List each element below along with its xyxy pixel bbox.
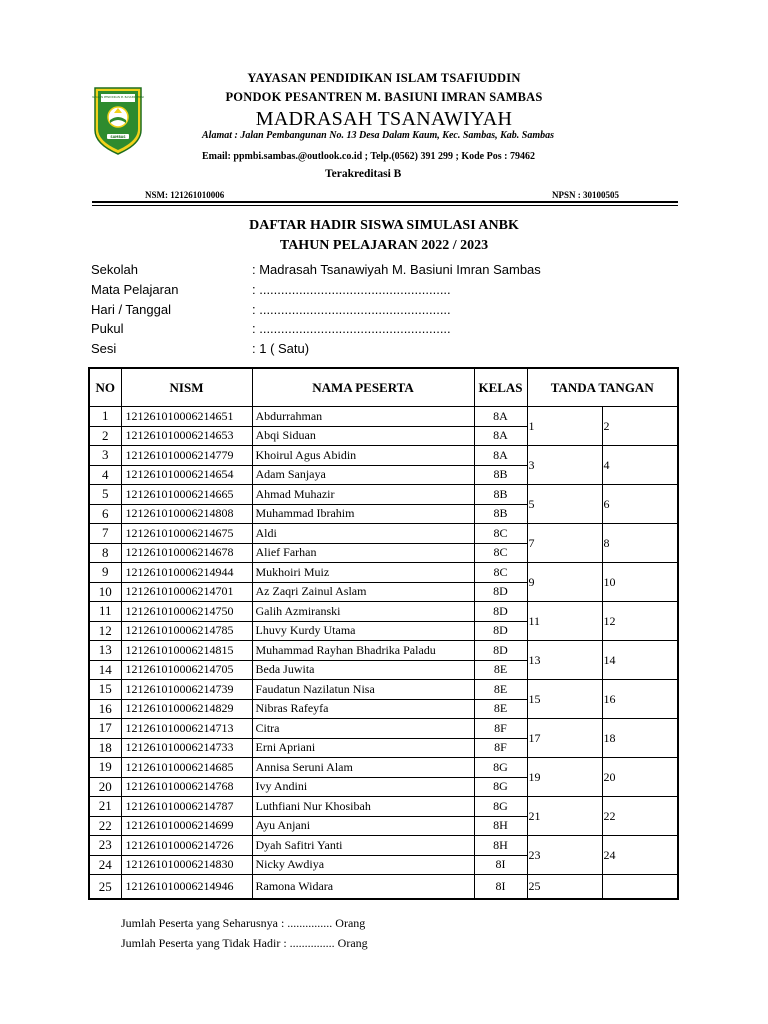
signature-cell[interactable]: 3 [527,446,602,485]
document-title: DAFTAR HADIR SISWA SIMULASI ANBK [249,218,519,233]
signature-cell[interactable]: 22 [602,797,678,836]
footer-expected-count: Jumlah Peserta yang Seharusnya : ............... Orang [121,916,366,930]
row-kelas: 8I [474,875,527,900]
signature-cell[interactable]: 6 [602,485,678,524]
row-no: 21 [89,797,121,817]
row-no: 16 [89,699,121,719]
signature-cell[interactable]: 14 [602,641,678,680]
row-kelas: 8C [474,543,527,563]
row-nama: Abqi Siduan [252,426,474,446]
table-row [89,407,678,427]
row-no: 4 [89,465,121,485]
row-kelas: 8D [474,641,527,661]
signature-cell[interactable]: 5 [527,485,602,524]
row-nism: 121261010006214829 [121,699,252,719]
row-nama: Alief Farhan [252,543,474,563]
row-nama: Galih Azmiranski [252,602,474,622]
row-nism: 121261010006214699 [121,816,252,836]
row-nama: Aldi [252,524,474,544]
nsm: NSM: 121261010006 [145,190,225,200]
footer-absent-count: Jumlah Peserta yang Tidak Hadir : ............... Orang [121,936,368,950]
row-kelas: 8F [474,719,527,739]
row-nism: 121261010006214651 [121,407,252,427]
col-header-no: NO [89,368,121,407]
row-no: 10 [89,582,121,602]
row-nama: Ivy Andini [252,777,474,797]
row-nama: Adam Sanjaya [252,465,474,485]
signature-cell[interactable]: 25 [527,875,602,900]
npsn: NPSN : 30100505 [552,190,619,200]
row-no: 12 [89,621,121,641]
school-name: MADRASAH TSANAWIYAH [255,108,513,130]
row-nism: 121261010006214830 [121,855,252,875]
row-nism: 121261010006214678 [121,543,252,563]
signature-cell[interactable]: 16 [602,680,678,719]
row-kelas: 8F [474,738,527,758]
signature-cell[interactable]: 9 [527,563,602,602]
row-no: 9 [89,563,121,583]
row-no: 1 [89,407,121,427]
row-kelas: 8D [474,602,527,622]
row-no: 20 [89,777,121,797]
row-nama: Ayu Anjani [252,816,474,836]
signature-cell[interactable]: 7 [527,524,602,563]
col-header-nama: NAMA PESERTA [252,368,474,407]
signature-cell[interactable]: 1 [527,407,602,446]
row-nama: Khoirul Agus Abidin [252,446,474,466]
row-nama: Abdurrahman [252,407,474,427]
col-header-kelas: KELAS [474,368,527,407]
row-kelas: 8G [474,758,527,778]
row-nama: Lhuvy Kurdy Utama [252,621,474,641]
row-no: 25 [89,875,121,900]
row-nism: 121261010006214808 [121,504,252,524]
signature-cell[interactable]: 13 [527,641,602,680]
row-kelas: 8E [474,699,527,719]
row-nism: 121261010006214779 [121,446,252,466]
row-kelas: 8C [474,524,527,544]
table-row [89,758,678,778]
row-nism: 121261010006214815 [121,641,252,661]
foundation-name: YAYASAN PENDIDIKAN ISLAM TSAFIUDDIN [247,71,521,85]
row-nism: 121261010006214705 [121,660,252,680]
table-body [89,407,678,900]
info-label: Sekolah [91,262,138,277]
signature-cell[interactable]: 4 [602,446,678,485]
signature-cell[interactable]: 15 [527,680,602,719]
document-subtitle: TAHUN PELAJARAN 2022 / 2023 [279,238,489,253]
row-nama: Beda Juwita [252,660,474,680]
row-nama: Ahmad Muhazir [252,485,474,505]
row-nama: Luthfiani Nur Khosibah [252,797,474,817]
signature-cell[interactable]: 17 [527,719,602,758]
info-label: Sesi [91,341,117,356]
col-header-tanda-tangan: TANDA TANGAN [527,368,678,407]
signature-cell[interactable]: 20 [602,758,678,797]
row-kelas: 8I [474,855,527,875]
table-row [89,875,678,900]
row-kelas: 8G [474,777,527,797]
row-no: 6 [89,504,121,524]
signature-cell[interactable]: 8 [602,524,678,563]
row-nama: Nibras Rafeyfa [252,699,474,719]
row-nism: 121261010006214685 [121,758,252,778]
table-header-row [89,368,678,407]
row-nama: Muhammad Ibrahim [252,504,474,524]
table-row [89,602,678,622]
signature-cell[interactable]: 19 [527,758,602,797]
row-kelas: 8D [474,621,527,641]
attendance-table [88,367,679,900]
header-rule-thin [92,205,678,206]
info-label: Hari / Tanggal [91,302,171,317]
row-kelas: 8B [474,465,527,485]
row-kelas: 8H [474,816,527,836]
row-nism: 121261010006214944 [121,563,252,583]
row-no: 3 [89,446,121,466]
row-kelas: 8D [474,582,527,602]
info-value: : ..................................................... [252,282,451,297]
row-kelas: 8A [474,407,527,427]
row-nama: Ramona Widara [252,875,474,900]
row-nism: 121261010006214713 [121,719,252,739]
row-no: 22 [89,816,121,836]
row-nism: 121261010006214654 [121,465,252,485]
signature-cell[interactable]: 12 [602,602,678,641]
row-nism: 121261010006214653 [121,426,252,446]
signature-cell[interactable]: 24 [602,836,678,875]
signature-cell[interactable]: 21 [527,797,602,836]
row-kelas: 8A [474,446,527,466]
info-value: : ..................................................... [252,302,451,317]
row-no: 19 [89,758,121,778]
row-no: 14 [89,660,121,680]
header-rule [92,201,678,203]
row-no: 8 [89,543,121,563]
row-nama: Muhammad Rayhan Bhadrika Paladu [252,641,474,661]
row-nama: Dyah Safitri Yanti [252,836,474,856]
pesantren-name: PONDOK PESANTREN M. BASIUNI IMRAN SAMBAS [225,90,543,104]
row-no: 2 [89,426,121,446]
row-no: 18 [89,738,121,758]
row-nama: Nicky Awdiya [252,855,474,875]
table-row [89,563,678,583]
signature-cell[interactable]: 23 [527,836,602,875]
row-kelas: 8G [474,797,527,817]
row-kelas: 8E [474,680,527,700]
logo-text-bottom: SAMBAS [110,135,126,139]
table-row [89,836,678,856]
row-nism: 121261010006214726 [121,836,252,856]
signature-cell[interactable]: 11 [527,602,602,641]
row-nama: Citra [252,719,474,739]
row-no: 7 [89,524,121,544]
row-no: 23 [89,836,121,856]
row-nama: Mukhoiri Muiz [252,563,474,583]
row-nism: 121261010006214785 [121,621,252,641]
row-no: 15 [89,680,121,700]
row-nism: 121261010006214768 [121,777,252,797]
table-row [89,641,678,661]
row-kelas: 8H [474,836,527,856]
row-no: 17 [89,719,121,739]
table-row [89,719,678,739]
signature-cell[interactable]: 10 [602,563,678,602]
accreditation: Terakreditasi B [325,168,402,180]
info-value: : 1 ( Satu) [252,341,310,356]
row-nama: Az Zaqri Zainul Aslam [252,582,474,602]
row-no: 11 [89,602,121,622]
contact: Email: ppmbi.sambas.@outlook.co.id ; Telp.(0562) 391 299 ; Kode Pos : 79462 [202,151,535,162]
info-label: Pukul [91,321,124,336]
logo-text-top: YAYASAN PENDIDIKAN M. BASIUNI IMRAN [92,96,144,99]
row-kelas: 8B [474,485,527,505]
row-nama: Faudatun Nazilatun Nisa [252,680,474,700]
row-nism: 121261010006214665 [121,485,252,505]
row-no: 24 [89,855,121,875]
table-row [89,680,678,700]
table-row [89,524,678,544]
row-kelas: 8E [474,660,527,680]
info-value: : Madrasah Tsanawiyah M. Basiuni Imran Sambas [252,262,541,277]
table-row [89,485,678,505]
row-nism: 121261010006214701 [121,582,252,602]
row-nism: 121261010006214675 [121,524,252,544]
row-no: 5 [89,485,121,505]
row-nism: 121261010006214946 [121,875,252,900]
row-nism: 121261010006214733 [121,738,252,758]
row-nism: 121261010006214739 [121,680,252,700]
row-nama: Erni Apriani [252,738,474,758]
address: Alamat : Jalan Pembangunan No. 13 Desa Dalam Kaum, Kec. Sambas, Kab. Sambas [202,130,554,141]
row-nism: 121261010006214750 [121,602,252,622]
row-nism: 121261010006214787 [121,797,252,817]
row-kelas: 8C [474,563,527,583]
table-row [89,446,678,466]
signature-cell[interactable]: 2 [602,407,678,446]
info-label: Mata Pelajaran [91,282,179,297]
signature-cell[interactable]: 18 [602,719,678,758]
row-nama: Annisa Seruni Alam [252,758,474,778]
info-value: : ..................................................... [252,321,451,336]
row-no: 13 [89,641,121,661]
table-row [89,797,678,817]
row-kelas: 8B [474,504,527,524]
signature-cell[interactable] [602,875,678,900]
row-kelas: 8A [474,426,527,446]
col-header-nism: NISM [121,368,252,407]
